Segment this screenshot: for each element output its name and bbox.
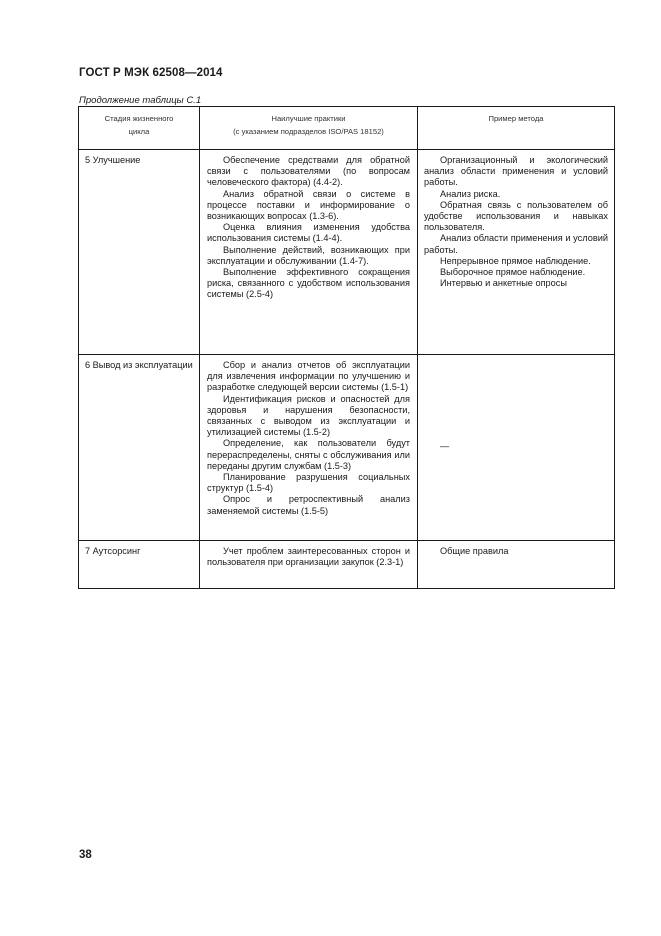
column-header-method [418, 107, 615, 150]
method-item: Организационный и экологический анализ области применения и условий работы. [424, 155, 608, 188]
column-header-line: Стадия жизненного [104, 114, 174, 123]
stage-cell: 6 Вывод из эксплуатации [79, 355, 200, 541]
method-item: Обратная связь с пользователем об удобстве использования и навыках пользователя. [424, 199, 608, 233]
column-header-line: Пример метода [488, 114, 544, 123]
table-row [79, 541, 615, 589]
practice-item: Определение, как пользователи будут перераспределены, сняты с обслуживания или переданы другим службам (1.5-3) [207, 438, 410, 471]
method-item: Анализ риска. [440, 188, 501, 199]
practices-table [78, 106, 615, 589]
practice-item: Сбор и анализ отчетов об эксплуатации для извлечения информации по улучшению и разработке следующей версии системы (1.5-1) [207, 360, 410, 393]
practice-item: Оценка влияния изменения удобства использования системы (1.4-4). [207, 222, 410, 244]
method-item: Непрерывное прямое наблюдение. [440, 255, 591, 266]
stage-cell: 7 Аутсорсинг [79, 541, 200, 589]
practices-cell [200, 150, 418, 355]
method-item: Анализ области применения и условий работы. [424, 233, 608, 255]
stage-cell: 5 Улучшение [79, 150, 200, 355]
column-header-line: (с указанием подразделов ISO/PAS 18152) [233, 126, 384, 136]
column-header-practices [200, 107, 418, 150]
document-header: ГОСТ Р МЭК 62508—2014 [79, 67, 223, 79]
practice-item: Учет проблем заинтересованных сторон и пользователя при организации закупок (2.3-1) [207, 546, 410, 568]
table-caption: Продолжение таблицы С.1 [79, 95, 202, 106]
table-row [79, 150, 615, 355]
method-item: Выборочное прямое наблюдение. [440, 267, 586, 278]
practice-item: Выполнение эффективного сокращения риска, связанного с удобством использования системы (2.5-4) [207, 267, 410, 300]
column-header-stage [79, 107, 200, 150]
method-item: Интервью и анкетные опросы [440, 278, 567, 289]
practice-item: Анализ обратной связи о системе в процессе поставки и информирование о возникающих вопросах (1.3-6). [207, 188, 410, 222]
practice-item: Обеспечение средствами для обратной связи с пользователями (по вопросам человеческого фактора) (4.4-2). [207, 155, 410, 188]
table-row [79, 355, 615, 541]
column-header-line: цикла [128, 126, 150, 136]
practice-item: Идентификация рисков и опасностей для здоровья и нарушения безопасности, связанных с выводом из эксплуатации и утилизацией системы (1.5-2) [207, 393, 410, 438]
method-cell [418, 541, 615, 589]
practice-item: Выполнение действий, возникающих при эксплуатации и обслуживании (1.4-7). [207, 244, 410, 266]
practices-cell [200, 541, 418, 589]
column-header-line: Наилучшие практики [271, 114, 346, 123]
method-item: Общие правила [440, 546, 509, 556]
method-cell [418, 150, 615, 355]
table-header-row [79, 107, 615, 150]
practice-item: Планирование разрушения социальных структур (1.5-4) [207, 472, 410, 494]
method-cell [418, 355, 615, 541]
practices-cell [200, 355, 418, 541]
practice-item: Опрос и ретроспективный анализ заменяемой системы (1.5-5) [207, 494, 410, 516]
empty-dash: — [440, 441, 450, 452]
page-number: 38 [79, 849, 92, 861]
